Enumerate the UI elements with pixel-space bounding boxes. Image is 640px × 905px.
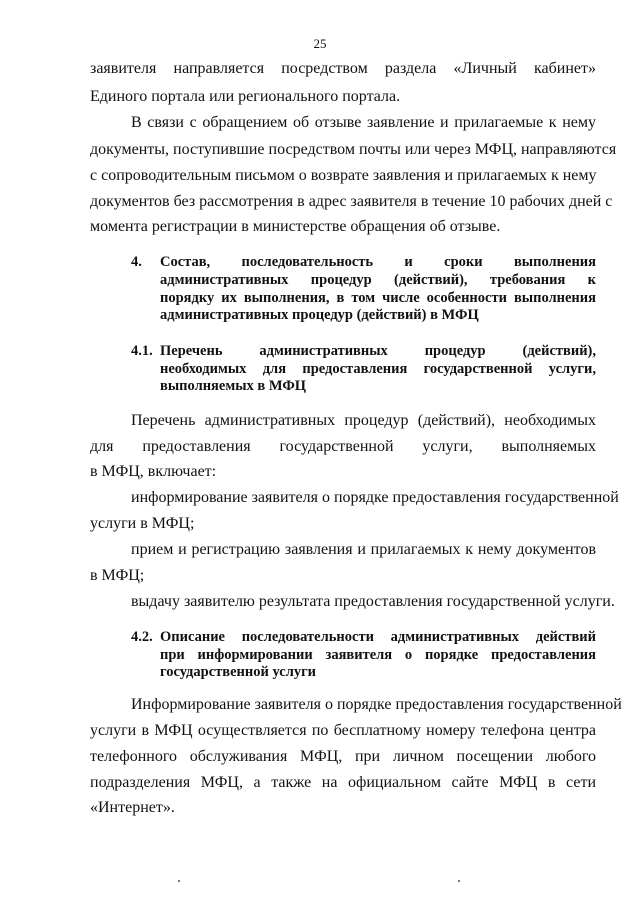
text-line: документы, поступившие посредством почты или через МФЦ, направляются bbox=[90, 141, 617, 158]
text-line: выдачу заявителю результата предоставления государственной услуги. bbox=[131, 593, 615, 610]
text-line: В связи с обращением об отзыве заявление и прилагаемые к нему bbox=[131, 114, 596, 131]
page-number: 25 bbox=[313, 36, 327, 51]
text-line: Информирование заявителя о порядке предоставления государственной bbox=[131, 696, 622, 713]
text-line: подразделения МФЦ, а также на официальном сайте МФЦ в сети bbox=[90, 774, 596, 791]
text-line: документов без рассмотрения в адрес заявителя в течение 10 рабочих дней с bbox=[90, 193, 613, 210]
heading-line: Состав, последовательность и сроки выполнения bbox=[160, 254, 596, 270]
scan-speck bbox=[178, 880, 180, 882]
text-line: телефонного обслуживания МФЦ, при личном посещении любого bbox=[90, 748, 596, 765]
text-line: для предоставления государственной услуги, выполняемых bbox=[90, 438, 596, 455]
text-line: услуги в МФЦ осуществляется по бесплатному номеру телефона центра bbox=[90, 722, 596, 739]
heading-line: необходимых для предоставления государственной услуги, bbox=[160, 361, 596, 377]
text-line: в МФЦ, включает: bbox=[90, 463, 217, 480]
text-line: Перечень административных процедур (действий), необходимых bbox=[131, 412, 596, 429]
heading-number: 4.2. bbox=[131, 629, 153, 645]
heading-line: административных процедур (действий) в МФЦ bbox=[160, 307, 479, 323]
text-line: информирование заявителя о порядке предоставления государственной bbox=[131, 489, 619, 506]
text-line: Единого портала или регионального портала. bbox=[90, 88, 401, 105]
heading-line: порядку их выполнения, в том числе особенности выполнения bbox=[160, 290, 596, 306]
heading-line: Описание последовательности административных действий bbox=[160, 629, 596, 645]
heading-line: при информировании заявителя о порядке предоставления bbox=[160, 647, 596, 663]
text-line: прием и регистрацию заявления и прилагаемых к нему документов bbox=[131, 541, 596, 558]
heading-number: 4. bbox=[131, 254, 142, 270]
heading-number: 4.1. bbox=[131, 343, 153, 359]
text-line: момента регистрации в министерстве обращения об отзыве. bbox=[90, 218, 501, 235]
text-line: в МФЦ; bbox=[90, 567, 145, 584]
heading-line: выполняемых в МФЦ bbox=[160, 378, 307, 394]
scan-speck bbox=[458, 880, 460, 882]
heading-line: Перечень административных процедур (действий), bbox=[160, 343, 596, 359]
text-line: с сопроводительным письмом о возврате заявления и прилагаемых к нему bbox=[90, 167, 597, 184]
text-line: услуги в МФЦ; bbox=[90, 515, 195, 532]
text-line: «Интернет». bbox=[90, 799, 175, 816]
heading-line: государственной услуги bbox=[160, 664, 317, 680]
heading-line: административных процедур (действий), требования к bbox=[160, 272, 596, 288]
text-line: заявителя направляется посредством раздела «Личный кабинет» bbox=[90, 60, 596, 77]
